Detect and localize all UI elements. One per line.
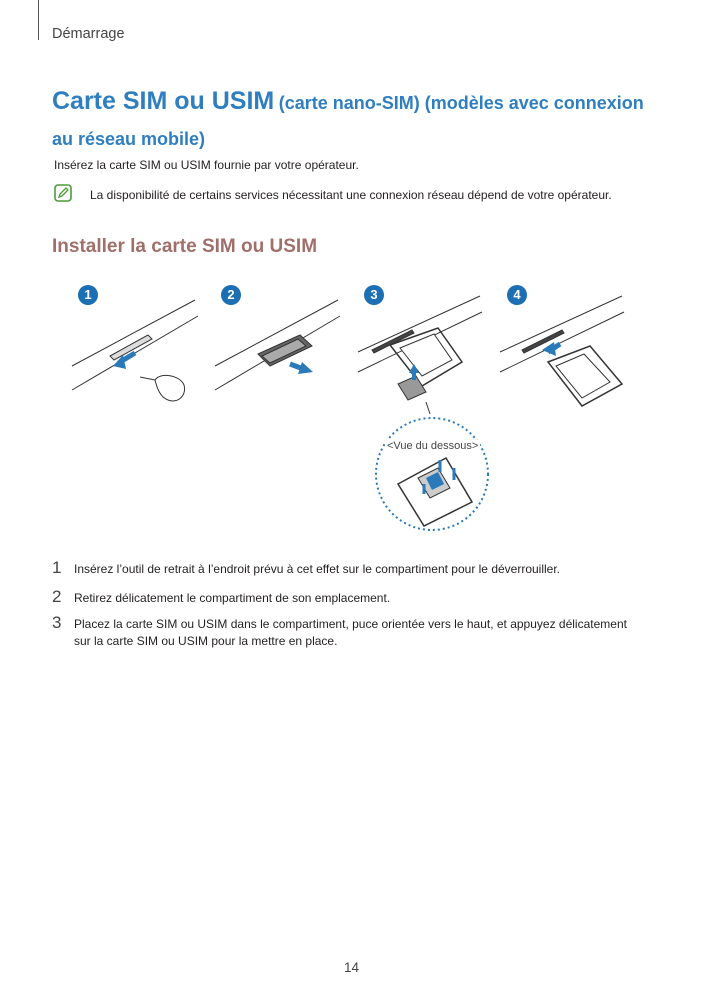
underside-view-label: <Vue du dessous> [387,440,479,452]
page-number: 14 [343,960,360,975]
step-text-1: Insérez l’outil de retrait à l’endroit prévu à cet effet sur le compartiment pour le déverrouiller. [74,562,561,576]
underside-view-diagram [376,418,488,530]
step-number-3: 3 [52,613,62,632]
note-text: La disponibilité de certains services nécessitant une connexion réseau dépend de votre opérateur. [90,188,612,202]
step-text-3: Placez la carte SIM ou USIM dans le compartiment, puce orientée vers le haut, et appuyez délicatement sur la carte SIM ou USIM pour la mettre en place. [74,617,627,648]
figure-step-badge-1: 1 [78,285,98,305]
step-number-1: 1 [52,558,62,577]
title-suffix: (carte nano-SIM) (modèles avec connexion au réseau mobile) [52,93,644,149]
figure-step-badge-3: 3 [364,285,384,305]
panel-4-insert-tray [500,296,624,406]
panel-3-insert-card [358,296,482,414]
figure-step-badge-4: 4 [507,285,527,305]
title-main: Carte SIM ou USIM [52,87,275,115]
figure-step-badge-2: 2 [221,285,241,305]
step-text-2: Retirez délicatement le compartiment de son emplacement. [74,591,391,605]
subheading: Installer la carte SIM ou USIM [52,236,318,257]
panel-1-eject-tool [72,300,198,401]
panel-2-remove-tray [215,300,340,390]
intro-text: Insérez la carte SIM ou USIM fournie par votre opérateur. [54,158,359,172]
step-number-2: 2 [52,587,62,606]
section-label: Démarrage [52,26,125,42]
